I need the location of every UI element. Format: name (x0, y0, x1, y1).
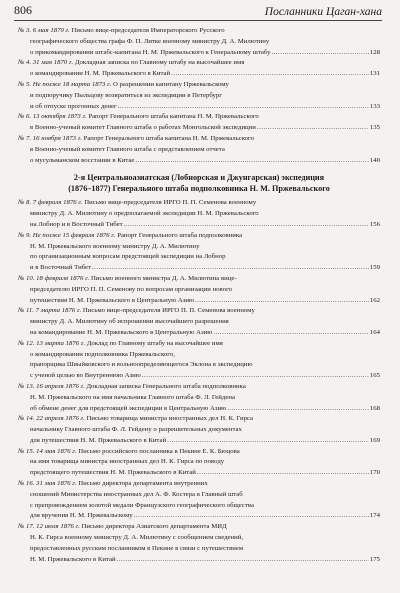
toc-entry[interactable] (18, 231, 380, 274)
toc-entry-line (18, 198, 380, 209)
toc-entry-line (18, 404, 380, 415)
toc-entry-text: с ученой целью во Внутреннюю Азию (30, 372, 141, 380)
toc-entry-text: об обмене денег для предстоящей экспедиции в Центральную Азию (30, 404, 227, 412)
toc-entry-line (18, 80, 380, 91)
toc-entry-text: председателю ИРГО П. П. Семенову по вопросам организации нового (30, 285, 233, 293)
toc-entry-text: сношений Министерства иностранных дел А. Ф. Костера в Главный штаб (30, 490, 243, 498)
entries-group-b (18, 198, 380, 565)
toc-entry-line (18, 317, 380, 328)
toc-entry-line (18, 522, 380, 533)
toc-entry-page: 159 (369, 264, 380, 272)
toc-entry-text: по организационным вопросам предстоящей экспедиции на Лобнор (30, 253, 226, 261)
leader-dots (167, 436, 369, 447)
toc-entry-page: 128 (369, 48, 380, 56)
toc-entry-text: Письмо товарища министра иностранных дел Н. К. Гирса (86, 415, 254, 423)
toc-entry-line (18, 306, 380, 317)
toc-entry-text: Докладная записка по Главному штабу на высочайшее имя (74, 59, 245, 67)
toc-entry-line (18, 263, 380, 274)
toc-entry-line (18, 220, 380, 231)
toc-entry-line (18, 360, 380, 371)
toc-entry-text: Письмо российского посланника в Пекине Е. К. Бюцова (78, 447, 240, 455)
toc-entry-text: с препровождением золотой медали Французского географического общества (30, 501, 254, 509)
toc-entry-page: 131 (369, 70, 380, 78)
toc-entry-text: в Военно-ученый комитет Главного штаба о работах Монгольской экспедиции (30, 124, 256, 132)
toc-entry-text: для путешествия Н. М. Пржевальского в Китай (30, 436, 167, 444)
toc-entry[interactable] (18, 112, 380, 134)
toc-entry-text: Доклад по Главному штабу на высочайшее имя (86, 339, 223, 347)
toc-entry-line (18, 414, 380, 425)
running-header (14, 3, 382, 18)
toc-entry-text: министру Д. А. Милютину о предполагаемой экспедиции Н. М. Пржевальского (30, 210, 259, 218)
toc-entry-page: 168 (369, 404, 380, 412)
toc-entry-text: Письмо директора департамента внутренних (78, 480, 208, 488)
toc-entry-page: 135 (369, 124, 380, 132)
toc-entry-lead: № 10. 18 февраля 1876 г. (18, 274, 90, 282)
leader-dots (118, 102, 369, 113)
toc-entry[interactable] (18, 382, 380, 414)
leader-dots (134, 511, 369, 522)
toc-entry-text: Н. М. Пржевальского в Китай (30, 555, 116, 563)
toc-entry-page: 170 (369, 469, 380, 477)
toc-entry-text: о командировании Н. М. Пржевальского в Китай (30, 70, 171, 78)
toc-entry-line (18, 468, 380, 479)
leader-dots (92, 263, 369, 274)
toc-entry-line (18, 58, 380, 69)
leader-dots (142, 371, 369, 382)
toc-entry-line (18, 91, 380, 102)
toc-entry-lead: № 12. 13 марта 1876 г. (18, 339, 86, 347)
toc-entry-line (18, 436, 380, 447)
leader-dots (135, 156, 369, 167)
toc-entry-page: 162 (369, 296, 380, 304)
toc-entry-page: 140 (369, 156, 380, 164)
toc-entry-line (18, 145, 380, 156)
toc-entry-line (18, 511, 380, 522)
toc-entry-line (18, 296, 380, 307)
toc-entry-line (18, 457, 380, 468)
toc-entry[interactable] (18, 198, 380, 230)
running-title: Посланники Цаган-хана (264, 6, 382, 18)
toc-entry-line (18, 544, 380, 555)
toc-entry-lead: № 7. 16 ноября 1873 г. (18, 134, 82, 142)
toc-entry-text: Письмо директора Азиатского департамента МИД (81, 523, 227, 531)
toc-entry-text: министру Д. А. Милютину об испрошении высочайшего разрешения (30, 318, 229, 326)
page-content (18, 26, 380, 565)
toc-entry-line (18, 134, 380, 145)
leader-dots (213, 328, 369, 339)
toc-entry-line (18, 533, 380, 544)
toc-entry-text: предоставленных русским посланником в Пекине в связи с путешествием (30, 544, 244, 552)
toc-entry-line (18, 393, 380, 404)
toc-entry-line (18, 490, 380, 501)
toc-entry-line (18, 252, 380, 263)
toc-entry-line (18, 555, 380, 566)
toc-entry-text: О разрешении капитану Пржевальскому (112, 80, 229, 88)
toc-entry-page: 165 (369, 372, 380, 380)
toc-entry-line (18, 102, 380, 113)
toc-entry-text: в Военно-ученый комитет Главного штаба с представлением отчета (30, 145, 225, 153)
toc-entry-text: и в Восточный Тибет (30, 264, 91, 272)
leader-dots (124, 220, 369, 231)
toc-entry-lead: № 4. 31 мая 1870 г. (18, 59, 74, 67)
toc-entry-lead: № 11. 7 марта 1876 г. (18, 307, 82, 315)
toc-entry-lead: № 16. 31 мая 1876 г. (18, 480, 77, 488)
toc-entry-lead: № 13. 16 апреля 1876 г. (18, 382, 85, 390)
toc-entry[interactable] (18, 274, 380, 306)
toc-entry-line (18, 48, 380, 59)
toc-entry-line (18, 447, 380, 458)
toc-entry-line (18, 37, 380, 48)
toc-entry[interactable] (18, 339, 380, 382)
toc-entry-line (18, 425, 380, 436)
toc-entry-page: 175 (369, 555, 380, 563)
toc-entry-page: 133 (369, 102, 380, 110)
toc-entry[interactable] (18, 58, 380, 80)
toc-entry-text: на Лобнор и в Восточный Тибет (30, 220, 123, 228)
toc-entry-text: Письмо вице-председателя ИРГО П. П. Семенова военному (82, 307, 255, 315)
toc-entry-line (18, 382, 380, 393)
toc-entry[interactable] (18, 479, 380, 522)
toc-entry[interactable] (18, 447, 380, 479)
toc-entry-line (18, 328, 380, 339)
leader-dots (227, 404, 369, 415)
toc-entry-text: и об отпуске прогонных денег (30, 102, 117, 110)
toc-entry-text: Н. М. Пржевальского военному министру Д. А. Милютину (30, 242, 200, 250)
toc-entry-line (18, 350, 380, 361)
entries-group-a (18, 26, 380, 166)
toc-entry[interactable] (18, 414, 380, 446)
toc-entry-page: 169 (369, 436, 380, 444)
toc-entry-text: для вручения Н. М. Пржевальскому (30, 512, 133, 520)
section-heading-line-1: 2-я Центральноазиатская (Лобнорская и Джунгарская) экспедиция (73, 173, 325, 183)
toc-entry[interactable] (18, 306, 380, 338)
page-number: 806 (14, 3, 32, 17)
toc-entry-lead: № 3. 6 мая 1870 г. (18, 27, 70, 34)
leader-dots (117, 555, 369, 566)
section-heading-line-2: (1876–1877) Генерального штаба подполковника Н. М. Пржевальского (68, 184, 330, 194)
toc-entry-text: Рапорт Генерального штаба подполковника (117, 231, 243, 239)
toc-entry[interactable] (18, 134, 380, 166)
toc-entry-text: Н. М. Пржевальского на имя начальника Главного штаба Ф. Л. Гейдена (30, 393, 235, 401)
toc-entry-text: на имя товарища министра иностранных дел Н. К. Гирса по поводу (30, 458, 225, 466)
toc-entry-text: Письмо военного министра Д. А. Милютина вице- (90, 274, 237, 282)
toc-entry[interactable] (18, 80, 380, 112)
toc-entry-text: начальнику Главного штаба Ф. Л. Гейдену о разрешительных документах (30, 426, 242, 434)
toc-entry-line (18, 156, 380, 167)
toc-entry-text: Рапорт Генерального штаба капитана Н. М. Пржевальского (88, 113, 259, 121)
leader-dots (171, 69, 369, 80)
toc-entry-line (18, 479, 380, 490)
leader-dots (195, 296, 369, 307)
leader-dots (257, 123, 369, 134)
section-heading (18, 172, 380, 194)
toc-entry-lead: № 5. Не позже 18 марта 1873 г. (18, 80, 112, 88)
toc-entry-text: о командировании подполковника Пржевальского, (30, 350, 175, 358)
leader-dots (271, 48, 368, 59)
toc-entry-lead: № 17. 12 июля 1876 г. (18, 523, 80, 531)
toc-entry-text: Докладная записка Генерального штаба подполковника (86, 382, 246, 390)
toc-entry-line (18, 209, 380, 220)
toc-entry-text: Письмо вице-председателя Императорского Русского (71, 27, 225, 34)
toc-entry-text: и подпоручику Пыльцову возвратиться из экспедиции в Петербург (30, 91, 223, 99)
toc-entry-text: Рапорт Генерального штаба капитана Н. М. Пржевальского (83, 134, 255, 142)
toc-entry-line (18, 371, 380, 382)
toc-entry-line (18, 112, 380, 123)
toc-entry-page: 174 (369, 512, 380, 520)
toc-entry-text: путешествия Н. М. Пржевальского в Центральную Азию (30, 296, 195, 304)
toc-entry-page: 164 (369, 328, 380, 336)
toc-entry-text: на командирование Н. М. Пржевальского в Центральную Азию (30, 328, 213, 336)
toc-entry[interactable] (18, 522, 380, 565)
toc-entry-text: Н. К. Гирса военному министру Д. А. Милютину с сообщением сведений, (30, 534, 244, 542)
toc-entry-text: географического общества графа Ф. П. Литке военному министру Д. А. Милютину (30, 37, 270, 45)
toc-entry-lead: № 9. Не позже 15 февраля 1876 г. (18, 231, 116, 239)
toc-entry-text: предстоящего путешествия Н. М. Пржевальского в Китай (30, 469, 196, 477)
toc-entry-lead: № 14. 22 апреля 1876 г. (18, 415, 85, 423)
toc-entry-line (18, 285, 380, 296)
toc-entry-line (18, 69, 380, 80)
toc-entry-text: о прикомандировании штабс-капитана Н. М. Пржевальского к Генеральному штабу (30, 48, 271, 56)
toc-entry-line (18, 242, 380, 253)
toc-entry-lead: № 6. 13 октября 1873 г. (18, 113, 87, 121)
toc-entry-text: прапорщика Швыйковского и вольноопределяющегося Эклона в экспедицию (30, 361, 253, 369)
toc-entry-page: 156 (369, 220, 380, 228)
toc-entry-lead: № 15. 14 мая 1876 г. (18, 447, 77, 455)
toc-entry-lead: № 8. 7 февраля 1876 г. (18, 199, 83, 207)
toc-entry-line (18, 274, 380, 285)
header-rule (14, 20, 382, 21)
toc-entry-line (18, 501, 380, 512)
toc-entry-line (18, 26, 380, 37)
leader-dots (197, 468, 369, 479)
toc-entry-line (18, 231, 380, 242)
toc-entry-text: Письмо вице-председателя ИРГО П. П. Семенова военному (84, 199, 257, 207)
toc-entry[interactable] (18, 26, 380, 58)
toc-entry-line (18, 339, 380, 350)
toc-entry-text: о мусульманском восстании в Китае (30, 156, 135, 164)
toc-entry-line (18, 123, 380, 134)
